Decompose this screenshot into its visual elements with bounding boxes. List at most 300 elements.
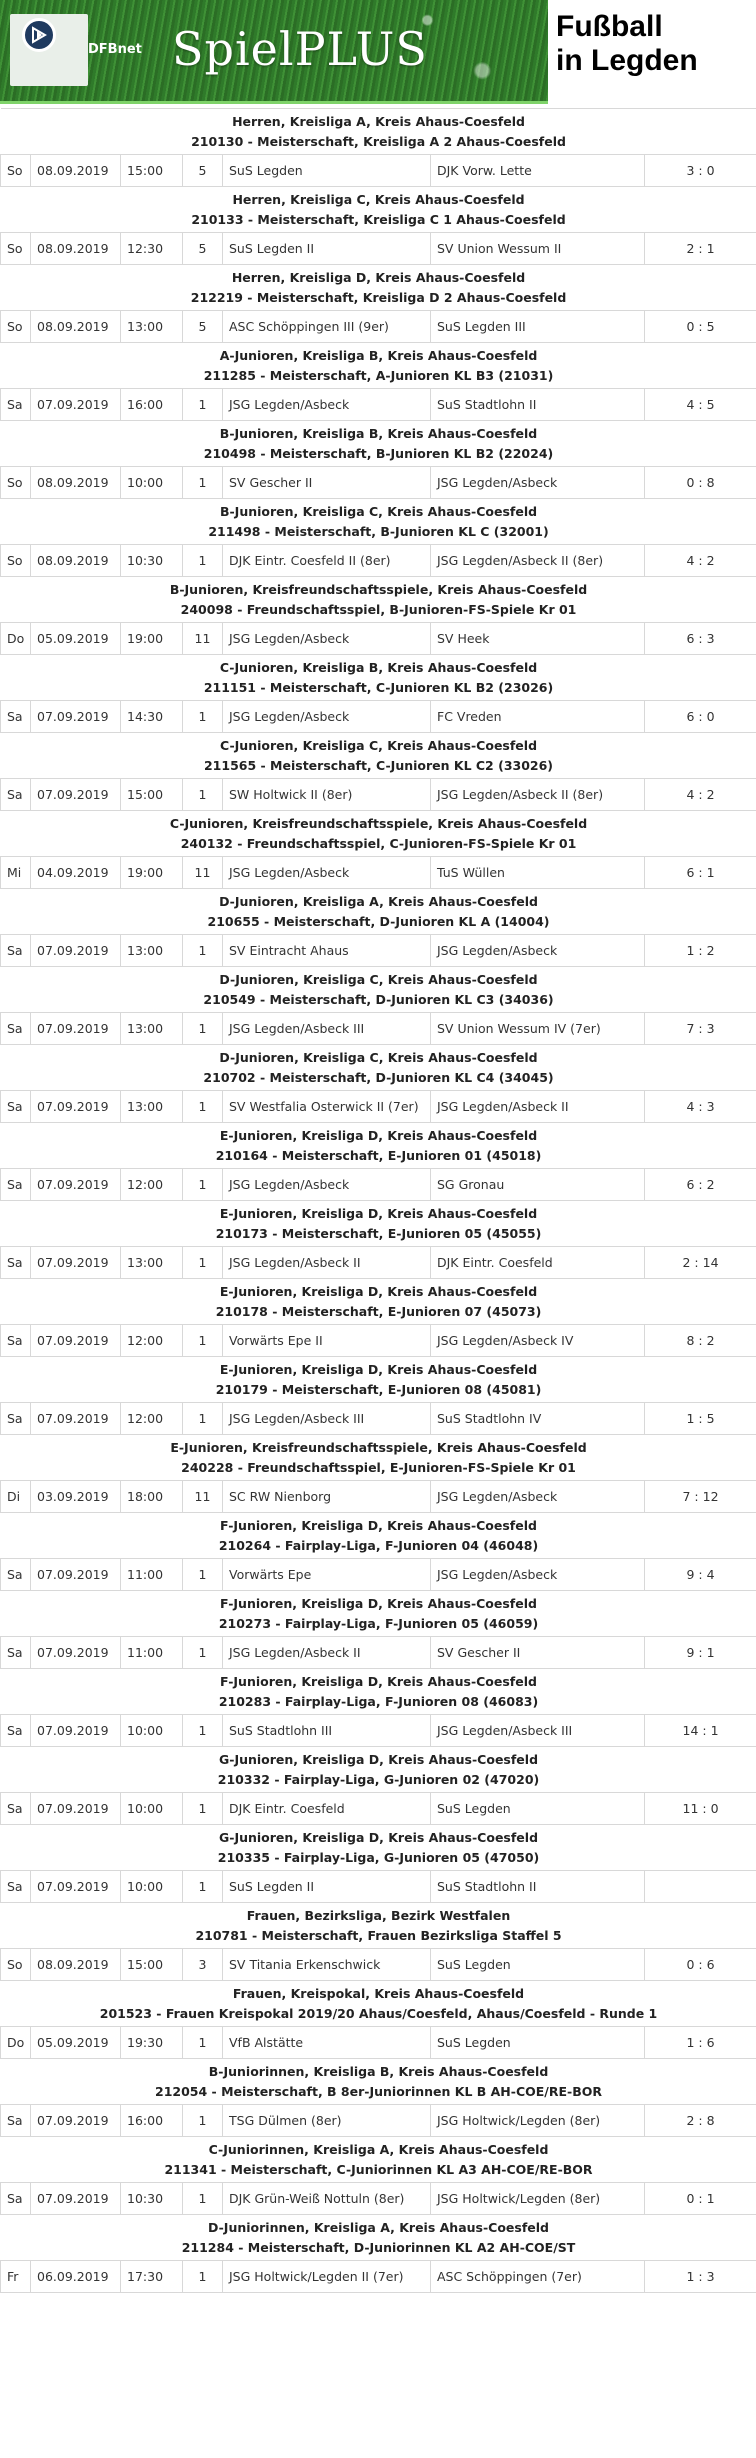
away-team[interactable]: SV Union Wessum IV (7er): [431, 1013, 645, 1045]
game-row[interactable]: [1, 1091, 756, 1123]
game-row[interactable]: [1, 1949, 756, 1981]
competition-detail: 210332 - Fairplay-Liga, G-Junioren 02 (47020): [217, 1771, 540, 1787]
home-team[interactable]: ASC Schöppingen III (9er): [223, 311, 431, 343]
page-title: [556, 10, 698, 78]
competition-detail: 240228 - Freundschaftsspiel, E-Junioren-FS-Spiele Kr 01: [181, 1459, 576, 1475]
game-number: 1: [183, 1169, 223, 1201]
away-team[interactable]: SuS Stadtlohn II: [431, 389, 645, 421]
competition-header-row: [1, 499, 756, 545]
game-time: 15:00: [121, 155, 183, 187]
game-day: Di: [1, 1481, 31, 1513]
competition-header: [1, 1123, 756, 1169]
competition-detail: 210781 - Meisterschaft, Frauen Bezirksliga Staffel 5: [195, 1927, 562, 1943]
away-team[interactable]: SuS Stadtlohn II: [431, 1871, 645, 1903]
game-score[interactable]: 2 : 14: [645, 1247, 756, 1279]
game-day: Sa: [1, 2183, 31, 2215]
game-date: 03.09.2019: [31, 1481, 121, 1513]
away-team[interactable]: SuS Legden: [431, 1949, 645, 1981]
away-team[interactable]: JSG Legden/Asbeck II: [431, 1091, 645, 1123]
game-time: 13:00: [121, 1091, 183, 1123]
game-number: 3: [183, 1949, 223, 1981]
competition-detail: 211284 - Meisterschaft, D-Juniorinnen KL A2 AH-COE/ST: [181, 2239, 576, 2255]
away-team[interactable]: SuS Stadtlohn IV: [431, 1403, 645, 1435]
game-number: 1: [183, 2261, 223, 2293]
competition-header: [1, 889, 756, 935]
competition-name: B-Junioren, Kreisfreundschaftsspiele, Kreis Ahaus-Coesfeld: [169, 581, 588, 597]
game-row[interactable]: [1, 2183, 756, 2215]
competition-name: E-Junioren, Kreisfreundschaftsspiele, Kreis Ahaus-Coesfeld: [170, 1439, 587, 1455]
game-score[interactable]: 11 : 0: [645, 1793, 756, 1825]
game-time: 14:30: [121, 701, 183, 733]
competition-header: [1, 2137, 756, 2183]
game-score[interactable]: 1 : 6: [645, 2027, 756, 2059]
game-number: 11: [183, 1481, 223, 1513]
game-score[interactable]: 6 : 0: [645, 701, 756, 733]
game-row[interactable]: [1, 467, 756, 499]
home-team[interactable]: SC RW Nienborg: [223, 1481, 431, 1513]
competition-name: G-Junioren, Kreisliga D, Kreis Ahaus-Coesfeld: [219, 1829, 539, 1845]
game-row[interactable]: [1, 155, 756, 187]
game-time: 19:00: [121, 857, 183, 889]
competition-header: [1, 187, 756, 233]
game-row[interactable]: [1, 2261, 756, 2293]
away-team[interactable]: JSG Holtwick/Legden (8er): [431, 2183, 645, 2215]
away-team[interactable]: SV Union Wessum II: [431, 233, 645, 265]
home-team[interactable]: DJK Eintr. Coesfeld II (8er): [223, 545, 431, 577]
game-row[interactable]: [1, 1481, 756, 1513]
competition-header-row: [1, 655, 756, 701]
home-team[interactable]: SuS Legden II: [223, 1871, 431, 1903]
competition-header: [1, 421, 756, 467]
game-score[interactable]: 4 : 3: [645, 1091, 756, 1123]
game-score[interactable]: 9 : 4: [645, 1559, 756, 1591]
home-team[interactable]: Vorwärts Epe: [223, 1559, 431, 1591]
game-score[interactable]: 9 : 1: [645, 1637, 756, 1669]
competition-detail: 211285 - Meisterschaft, A-Junioren KL B3 (21031): [203, 367, 554, 383]
game-number: 1: [183, 701, 223, 733]
game-score[interactable]: 7 : 3: [645, 1013, 756, 1045]
game-day: Sa: [1, 779, 31, 811]
game-score[interactable]: 14 : 1: [645, 1715, 756, 1747]
game-number: 1: [183, 545, 223, 577]
competition-header: [1, 811, 756, 857]
competition-header-row: [1, 421, 756, 467]
game-day: Sa: [1, 1637, 31, 1669]
game-score[interactable]: 0 : 5: [645, 311, 756, 343]
competition-header-row: [1, 1825, 756, 1871]
game-time: 11:00: [121, 1637, 183, 1669]
competition-header-row: [1, 889, 756, 935]
home-team[interactable]: JSG Legden/Asbeck II: [223, 1247, 431, 1279]
competition-header-row: [1, 1279, 756, 1325]
competition-header-row: [1, 1123, 756, 1169]
games-table: [0, 108, 756, 2293]
home-team[interactable]: SV Eintracht Ahaus: [223, 935, 431, 967]
competition-header-row: [1, 1045, 756, 1091]
game-number: 1: [183, 1013, 223, 1045]
game-row[interactable]: [1, 857, 756, 889]
game-day: Sa: [1, 1403, 31, 1435]
home-team[interactable]: DJK Eintr. Coesfeld: [223, 1793, 431, 1825]
game-row[interactable]: [1, 2105, 756, 2137]
home-team[interactable]: JSG Legden/Asbeck: [223, 1169, 431, 1201]
game-number: 1: [183, 1793, 223, 1825]
game-row[interactable]: [1, 1013, 756, 1045]
competition-header: [1, 1045, 756, 1091]
game-day: Do: [1, 2027, 31, 2059]
away-team[interactable]: TuS Wüllen: [431, 857, 645, 889]
away-team[interactable]: FC Vreden: [431, 701, 645, 733]
away-team[interactable]: JSG Legden/Asbeck IV: [431, 1325, 645, 1357]
game-time: 15:00: [121, 779, 183, 811]
competition-name: F-Junioren, Kreisliga D, Kreis Ahaus-Coesfeld: [220, 1517, 537, 1533]
home-team[interactable]: JSG Holtwick/Legden II (7er): [223, 2261, 431, 2293]
competition-header: [1, 1669, 756, 1715]
game-time: 12:00: [121, 1169, 183, 1201]
home-team[interactable]: SuS Legden II: [223, 233, 431, 265]
game-day: Sa: [1, 389, 31, 421]
game-date: 07.09.2019: [31, 1637, 121, 1669]
game-row[interactable]: [1, 935, 756, 967]
game-row[interactable]: [1, 1169, 756, 1201]
competition-header: [1, 2059, 756, 2105]
game-number: 1: [183, 935, 223, 967]
game-row[interactable]: [1, 233, 756, 265]
competition-detail: 210549 - Meisterschaft, D-Junioren KL C3 (34036): [203, 991, 554, 1007]
away-team[interactable]: DJK Eintr. Coesfeld: [431, 1247, 645, 1279]
competition-name: D-Junioren, Kreisliga C, Kreis Ahaus-Coesfeld: [219, 1049, 538, 1065]
game-day: Sa: [1, 1715, 31, 1747]
competition-name: E-Junioren, Kreisliga D, Kreis Ahaus-Coesfeld: [219, 1283, 538, 1299]
competition-header: [1, 655, 756, 701]
game-row[interactable]: [1, 701, 756, 733]
game-number: 1: [183, 1559, 223, 1591]
competition-header-row: [1, 109, 756, 155]
game-score[interactable]: 4 : 2: [645, 545, 756, 577]
competition-header-row: [1, 2137, 756, 2183]
competition-detail: 210273 - Fairplay-Liga, F-Junioren 05 (46059): [218, 1615, 539, 1631]
competition-name: Frauen, Bezirksliga, Bezirk Westfalen: [246, 1907, 511, 1923]
game-number: 1: [183, 1637, 223, 1669]
competition-detail: 211151 - Meisterschaft, C-Junioren KL B2 (23026): [203, 679, 554, 695]
game-date: 07.09.2019: [31, 1793, 121, 1825]
game-number: 1: [183, 1091, 223, 1123]
game-row[interactable]: [1, 1403, 756, 1435]
away-team[interactable]: SuS Legden III: [431, 311, 645, 343]
game-score[interactable]: 0 : 1: [645, 2183, 756, 2215]
competition-name: A-Junioren, Kreisliga B, Kreis Ahaus-Coesfeld: [219, 347, 538, 363]
competition-name: Herren, Kreisliga C, Kreis Ahaus-Coesfeld: [232, 191, 525, 207]
away-team[interactable]: SV Gescher II: [431, 1637, 645, 1669]
game-time: 15:00: [121, 1949, 183, 1981]
competition-detail: 211498 - Meisterschaft, B-Junioren KL C (32001): [208, 523, 549, 539]
game-date: 07.09.2019: [31, 1091, 121, 1123]
competition-detail: 210264 - Fairplay-Liga, F-Junioren 04 (46048): [218, 1537, 539, 1553]
competition-header: [1, 1435, 756, 1481]
away-team[interactable]: SV Heek: [431, 623, 645, 655]
game-time: 10:30: [121, 2183, 183, 2215]
game-row[interactable]: [1, 1559, 756, 1591]
game-score[interactable]: 4 : 5: [645, 389, 756, 421]
competition-header-row: [1, 1513, 756, 1559]
competition-name: C-Junioren, Kreisfreundschaftsspiele, Kreis Ahaus-Coesfeld: [169, 815, 588, 831]
game-time: 13:00: [121, 1247, 183, 1279]
game-date: 07.09.2019: [31, 701, 121, 733]
game-row[interactable]: [1, 1247, 756, 1279]
home-team[interactable]: SW Holtwick II (8er): [223, 779, 431, 811]
game-number: 1: [183, 1325, 223, 1357]
game-score[interactable]: 2 : 1: [645, 233, 756, 265]
game-day: Sa: [1, 1325, 31, 1357]
game-day: So: [1, 233, 31, 265]
game-date: 07.09.2019: [31, 1169, 121, 1201]
game-date: 05.09.2019: [31, 623, 121, 655]
away-team[interactable]: SG Gronau: [431, 1169, 645, 1201]
competition-detail: 210702 - Meisterschaft, D-Junioren KL C4 (34045): [203, 1069, 554, 1085]
game-date: 07.09.2019: [31, 1013, 121, 1045]
game-score[interactable]: 7 : 12: [645, 1481, 756, 1513]
game-row[interactable]: [1, 545, 756, 577]
game-row[interactable]: [1, 1637, 756, 1669]
competition-header: [1, 343, 756, 389]
competition-detail: 210335 - Fairplay-Liga, G-Junioren 05 (47050): [217, 1849, 540, 1865]
game-day: Sa: [1, 2105, 31, 2137]
away-team[interactable]: SuS Legden: [431, 2027, 645, 2059]
competition-header-row: [1, 1981, 756, 2027]
away-team[interactable]: JSG Legden/Asbeck II (8er): [431, 779, 645, 811]
game-score[interactable]: 6 : 2: [645, 1169, 756, 1201]
game-time: 12:00: [121, 1325, 183, 1357]
game-score[interactable]: 6 : 1: [645, 857, 756, 889]
game-time: 17:30: [121, 2261, 183, 2293]
game-score[interactable]: 0 : 8: [645, 467, 756, 499]
game-date: 05.09.2019: [31, 2027, 121, 2059]
home-team[interactable]: DJK Grün-Weiß Nottuln (8er): [223, 2183, 431, 2215]
away-team[interactable]: JSG Legden/Asbeck II (8er): [431, 545, 645, 577]
game-row[interactable]: [1, 1871, 756, 1903]
game-score[interactable]: 1 : 3: [645, 2261, 756, 2293]
competition-header: [1, 1747, 756, 1793]
game-day: Sa: [1, 1013, 31, 1045]
game-date: 07.09.2019: [31, 2105, 121, 2137]
competition-header: [1, 109, 756, 155]
game-date: 08.09.2019: [31, 1949, 121, 1981]
competition-name: B-Junioren, Kreisliga B, Kreis Ahaus-Coesfeld: [219, 425, 538, 441]
game-day: Sa: [1, 1247, 31, 1279]
page-title-line1: Fußball: [556, 10, 663, 43]
game-number: 1: [183, 2027, 223, 2059]
spielplus-banner: [0, 0, 548, 104]
game-date: 07.09.2019: [31, 389, 121, 421]
game-score[interactable]: 3 : 0: [645, 155, 756, 187]
competition-header: [1, 1903, 756, 1949]
game-score[interactable]: 4 : 2: [645, 779, 756, 811]
game-number: 1: [183, 1715, 223, 1747]
game-day: So: [1, 1949, 31, 1981]
game-time: 13:00: [121, 1013, 183, 1045]
competition-detail: 210130 - Meisterschaft, Kreisliga A 2 Ahaus-Coesfeld: [191, 133, 566, 149]
competition-name: Frauen, Kreispokal, Kreis Ahaus-Coesfeld: [232, 1985, 525, 2001]
game-number: 1: [183, 1871, 223, 1903]
competition-detail: 201523 - Frauen Kreispokal 2019/20 Ahaus/Coesfeld, Ahaus/Coesfeld - Runde 1: [99, 2005, 658, 2021]
game-number: 11: [183, 857, 223, 889]
home-team[interactable]: JSG Legden/Asbeck III: [223, 1013, 431, 1045]
dfb-emblem-icon: [22, 18, 56, 52]
away-team[interactable]: JSG Legden/Asbeck III: [431, 1715, 645, 1747]
game-date: 07.09.2019: [31, 1871, 121, 1903]
home-team[interactable]: VfB Alstätte: [223, 2027, 431, 2059]
game-day: So: [1, 311, 31, 343]
game-score[interactable]: 2 : 8: [645, 2105, 756, 2137]
game-date: 07.09.2019: [31, 2183, 121, 2215]
home-team[interactable]: JSG Legden/Asbeck II: [223, 1637, 431, 1669]
home-team[interactable]: TSG Dülmen (8er): [223, 2105, 431, 2137]
competition-name: Herren, Kreisliga A, Kreis Ahaus-Coesfeld: [232, 113, 525, 129]
competition-header-row: [1, 1747, 756, 1793]
competition-header: [1, 1279, 756, 1325]
competition-header: [1, 1591, 756, 1637]
home-team[interactable]: SuS Legden: [223, 155, 431, 187]
game-day: Mi: [1, 857, 31, 889]
competition-name: B-Junioren, Kreisliga C, Kreis Ahaus-Coesfeld: [219, 503, 538, 519]
competition-header: [1, 1513, 756, 1559]
game-number: 1: [183, 2105, 223, 2137]
competition-name: E-Junioren, Kreisliga D, Kreis Ahaus-Coesfeld: [219, 1127, 538, 1143]
home-team[interactable]: JSG Legden/Asbeck: [223, 389, 431, 421]
spielplus-logo-text: SpielPLUS: [172, 22, 428, 76]
competition-header-row: [1, 733, 756, 779]
game-time: 12:00: [121, 1403, 183, 1435]
competition-header-row: [1, 343, 756, 389]
away-team[interactable]: JSG Holtwick/Legden (8er): [431, 2105, 645, 2137]
game-time: 19:00: [121, 623, 183, 655]
game-number: 11: [183, 623, 223, 655]
competition-header: [1, 733, 756, 779]
game-row[interactable]: [1, 2027, 756, 2059]
competition-detail: 212054 - Meisterschaft, B 8er-Juniorinnen KL B AH-COE/RE-BOR: [155, 2083, 602, 2099]
game-row[interactable]: [1, 1715, 756, 1747]
game-score[interactable]: 0 : 6: [645, 1949, 756, 1981]
competition-header: [1, 499, 756, 545]
game-score[interactable]: 8 : 2: [645, 1325, 756, 1357]
competition-name: C-Junioren, Kreisliga C, Kreis Ahaus-Coesfeld: [220, 737, 538, 753]
competition-name: G-Junioren, Kreisliga D, Kreis Ahaus-Coesfeld: [219, 1751, 539, 1767]
competition-header: [1, 1357, 756, 1403]
home-team[interactable]: JSG Legden/Asbeck: [223, 857, 431, 889]
game-day: Sa: [1, 1871, 31, 1903]
game-score[interactable]: 1 : 5: [645, 1403, 756, 1435]
home-team[interactable]: SV Gescher II: [223, 467, 431, 499]
away-team[interactable]: JSG Legden/Asbeck: [431, 1481, 645, 1513]
game-number: 1: [183, 389, 223, 421]
competition-header-row: [1, 1669, 756, 1715]
game-date: 08.09.2019: [31, 467, 121, 499]
competition-name: B-Juniorinnen, Kreisliga B, Kreis Ahaus-Coesfeld: [208, 2063, 549, 2079]
home-team[interactable]: JSG Legden/Asbeck III: [223, 1403, 431, 1435]
game-row[interactable]: [1, 389, 756, 421]
competition-detail: 210164 - Meisterschaft, E-Junioren 01 (45018): [215, 1147, 542, 1163]
game-time: 13:00: [121, 935, 183, 967]
home-team[interactable]: SuS Stadtlohn III: [223, 1715, 431, 1747]
competition-detail: 212219 - Meisterschaft, Kreisliga D 2 Ahaus-Coesfeld: [190, 289, 567, 305]
game-time: 10:00: [121, 467, 183, 499]
game-score[interactable]: 1 : 2: [645, 935, 756, 967]
competition-detail: 210179 - Meisterschaft, E-Junioren 08 (45081): [215, 1381, 542, 1397]
game-row[interactable]: [1, 779, 756, 811]
competition-header-row: [1, 2215, 756, 2261]
competition-name: D-Junioren, Kreisliga A, Kreis Ahaus-Coesfeld: [219, 893, 538, 909]
competition-detail: 210133 - Meisterschaft, Kreisliga C 1 Ahaus-Coesfeld: [191, 211, 566, 227]
games-table-body: [1, 109, 756, 2293]
away-team[interactable]: JSG Legden/Asbeck: [431, 467, 645, 499]
home-team[interactable]: SV Titania Erkenschwick: [223, 1949, 431, 1981]
game-time: 13:00: [121, 311, 183, 343]
competition-header-row: [1, 2059, 756, 2105]
game-date: 08.09.2019: [31, 545, 121, 577]
competition-header-row: [1, 1201, 756, 1247]
competition-header: [1, 1825, 756, 1871]
home-team[interactable]: SV Westfalia Osterwick II (7er): [223, 1091, 431, 1123]
game-time: 10:00: [121, 1715, 183, 1747]
competition-name: E-Junioren, Kreisliga D, Kreis Ahaus-Coesfeld: [219, 1361, 538, 1377]
game-date: 07.09.2019: [31, 1325, 121, 1357]
game-row[interactable]: [1, 1793, 756, 1825]
away-team[interactable]: ASC Schöppingen (7er): [431, 2261, 645, 2293]
game-score[interactable]: [645, 1871, 756, 1903]
game-day: Fr: [1, 2261, 31, 2293]
competition-detail: 240132 - Freundschaftsspiel, C-Junioren-FS-Spiele Kr 01: [180, 835, 577, 851]
game-date: 08.09.2019: [31, 311, 121, 343]
away-team[interactable]: SuS Legden: [431, 1793, 645, 1825]
game-time: 10:00: [121, 1871, 183, 1903]
game-date: 07.09.2019: [31, 935, 121, 967]
home-team[interactable]: JSG Legden/Asbeck: [223, 623, 431, 655]
away-team[interactable]: JSG Legden/Asbeck: [431, 1559, 645, 1591]
game-time: 10:30: [121, 545, 183, 577]
game-day: Sa: [1, 935, 31, 967]
competition-header: [1, 1981, 756, 2027]
game-number: 1: [183, 779, 223, 811]
game-row[interactable]: [1, 1325, 756, 1357]
game-time: 12:30: [121, 233, 183, 265]
game-day: Sa: [1, 1091, 31, 1123]
away-team[interactable]: JSG Legden/Asbeck: [431, 935, 645, 967]
competition-detail: 210283 - Fairplay-Liga, F-Junioren 08 (46083): [218, 1693, 539, 1709]
competition-header-row: [1, 577, 756, 623]
home-team[interactable]: JSG Legden/Asbeck: [223, 701, 431, 733]
game-row[interactable]: [1, 623, 756, 655]
page-header: [0, 0, 756, 108]
game-time: 16:00: [121, 2105, 183, 2137]
game-day: Sa: [1, 1169, 31, 1201]
dfbnet-label: DFBnet: [88, 42, 142, 57]
competition-header: [1, 1201, 756, 1247]
game-number: 5: [183, 155, 223, 187]
game-row[interactable]: [1, 311, 756, 343]
game-score[interactable]: 6 : 3: [645, 623, 756, 655]
game-number: 5: [183, 311, 223, 343]
away-team[interactable]: DJK Vorw. Lette: [431, 155, 645, 187]
competition-name: E-Junioren, Kreisliga D, Kreis Ahaus-Coesfeld: [219, 1205, 538, 1221]
game-date: 07.09.2019: [31, 1247, 121, 1279]
competition-detail: 210173 - Meisterschaft, E-Junioren 05 (45055): [215, 1225, 542, 1241]
home-team[interactable]: Vorwärts Epe II: [223, 1325, 431, 1357]
competition-header-row: [1, 1903, 756, 1949]
game-time: 18:00: [121, 1481, 183, 1513]
competition-header-row: [1, 187, 756, 233]
game-number: 1: [183, 1403, 223, 1435]
competition-header: [1, 265, 756, 311]
